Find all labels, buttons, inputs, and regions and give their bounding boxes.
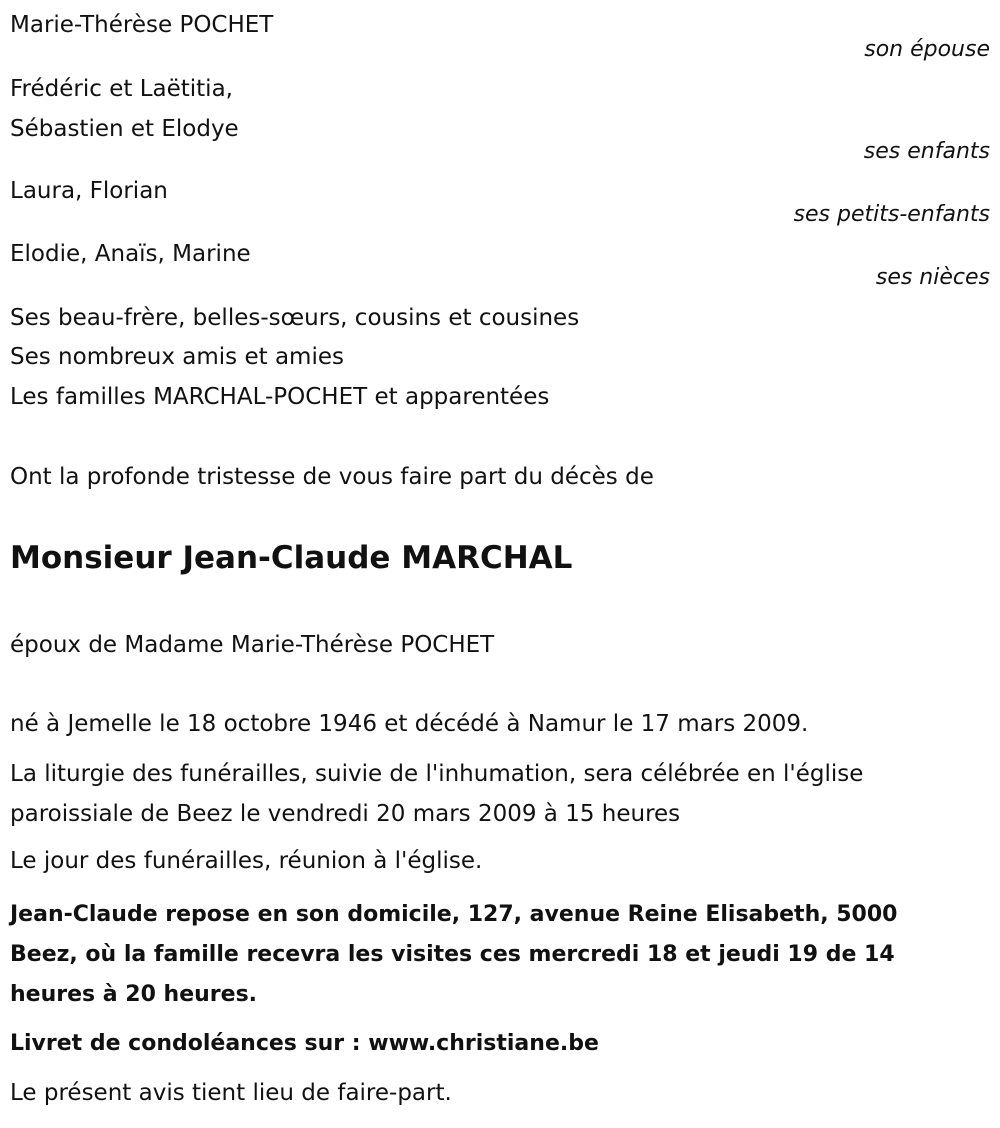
family-name-0: Marie-Thérèse POCHET bbox=[10, 12, 274, 38]
liturgy-line: La liturgie des funérailles, suivie de l'inhumation, sera célébrée en l'église bbox=[10, 761, 864, 787]
condolences: Livret de condoléances sur : www.christiane.be bbox=[10, 1031, 599, 1056]
family-name-3: Elodie, Anaïs, Marine bbox=[10, 241, 251, 267]
others-line: Ses nombreux amis et amies bbox=[10, 344, 344, 370]
relation-nieces: ses nièces bbox=[875, 265, 990, 290]
repose-line: heures à 20 heures. bbox=[10, 982, 258, 1007]
family-name-1a: Frédéric et Laëtitia, bbox=[10, 76, 233, 102]
others-line: Ses beau-frère, belles-sœurs, cousins et cousines bbox=[10, 305, 580, 331]
deceased-name: Monsieur Jean-Claude MARCHAL bbox=[10, 540, 573, 576]
others-line: Les familles MARCHAL-POCHET et apparentées bbox=[10, 384, 550, 410]
repose-line: Jean-Claude repose en son domicile, 127, avenue Reine Elisabeth, 5000 bbox=[10, 902, 898, 927]
repose-line: Beez, où la famille recevra les visites ces mercredi 18 et jeudi 19 de 14 bbox=[10, 942, 895, 967]
relation-grandchildren: ses petits-enfants bbox=[793, 202, 990, 227]
birth-death: né à Jemelle le 18 octobre 1946 et décédé à Namur le 17 mars 2009. bbox=[10, 711, 809, 737]
liturgy-line: paroissiale de Beez le vendredi 20 mars 2009 à 15 heures bbox=[10, 801, 681, 827]
spouse-line: époux de Madame Marie-Thérèse POCHET bbox=[10, 632, 495, 658]
footer-note: Le présent avis tient lieu de faire-part. bbox=[10, 1080, 452, 1106]
family-name-2: Laura, Florian bbox=[10, 178, 168, 204]
family-name-1b: Sébastien et Elodye bbox=[10, 116, 239, 142]
relation-children: ses enfants bbox=[863, 139, 990, 164]
relation-spouse: son épouse bbox=[864, 37, 990, 62]
meeting: Le jour des funérailles, réunion à l'église. bbox=[10, 848, 483, 874]
announcement: Ont la profonde tristesse de vous faire part du décès de bbox=[10, 464, 654, 490]
